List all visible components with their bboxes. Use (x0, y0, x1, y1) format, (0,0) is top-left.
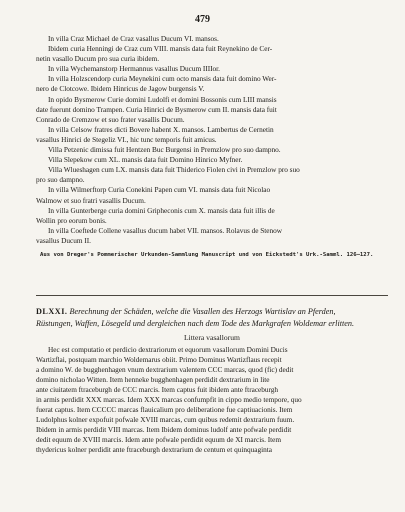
text-line: In villa Coeftede Collene vasallus ducum habet VII. mansos. Rolavus de Stenow (48, 225, 283, 235)
text-line: Villa Wlueshagen cum LX. mansis data fuit Thiderico Fiolen civi in Premzlow pro suo (48, 165, 300, 175)
charter-text (36, 345, 388, 455)
text-line: In villa Craz Michael de Craz vasallus Ducum VI. mansos. (48, 34, 219, 43)
text-line: Walmow et suo fratri vasallis Ducum. (36, 195, 146, 205)
text-line: Wartizflai, postquam marchio Woldemarus obiit. Primo Dominus Wartizflaus recepit (36, 355, 282, 364)
text-line: In villa Wychemanstorp Hermannus vasallus Ducum IIIIor. (48, 64, 220, 74)
text-line: Ibidem curia Henningi de Craz cum VIII. mansis data fuit Reynekino de Cer- (48, 44, 273, 54)
text-line: Ibidem in armis perdidit VIII marcas. Item Ibidem dominus ludolf ante pofwale perdidit (36, 425, 292, 434)
text-line: Conrado de Cremzow et suo frater vasallis Ducum. (36, 114, 185, 124)
page-number: 479 (195, 14, 210, 25)
text-line: domino nicholao Witten. Item henneke bugghenhagen perdidit dextrarium in lite (36, 375, 270, 384)
text-line: vasallus Hinrici de Stegeliz VI., hic tunc temporis fuit amicus. (36, 134, 217, 144)
text-line: ante ciuitatem ftraceburgh de CCC marcis. Item captus fuit ibidem ante ftraceburgh (36, 385, 279, 394)
text-line: fuerat captus. Item CCCCC marcas flauicalium pro deliberatione fue captiuacionis. Item (36, 405, 293, 414)
text-line: In villa Gunterberge curia domini Gripheconis cum X. mansis data fuit illis de (48, 205, 275, 215)
text-line: a domino W. de bugghenhagen vnum dextrarium valentem CCC marcas, quod (fic) dedit (36, 365, 294, 374)
charter-heading-line2: Rüstungen, Waffen, Lösegeld und dergleichen nach dem Tode des Markgrafen Woldemar erlitten. (36, 318, 355, 328)
text-line: in armis perdidit XXX marcas. Idem XXX marcas confumpfit in cippo medio tempore, quo (36, 395, 302, 404)
text-line: nero de Clotcowe. Ibidem Hinricus de Jagow burgensis V. (36, 84, 205, 94)
charter-heading-line1: Berechnung der Schäden, welche die Vasallen des Herzogs Wartislav an Pferden, (69, 307, 336, 316)
text-line: dedit equum de XVIII marcis. Idem ante pofwale perdidit equum de XI marcis. Item (36, 435, 281, 444)
text-line: In opido Bysmerow Curie domini Ludolfi et domini Bossonis cum LIII mansis (48, 94, 277, 104)
text-line: date fuerunt domino Trampen. Curia Hinrici de Bysmerow cum II. mansis data fuit (36, 104, 277, 114)
text-line: netin vasallo Ducum pro sua curia ibidem. (36, 54, 159, 64)
text-line: In villa Holzscendorp curia Meynekini cum octo mansis data fuit domino Wer- (48, 74, 277, 84)
text-line: In villa Celsow fratres dicti Bovere habent X. mansos. Lambertus de Cernetin (48, 124, 274, 134)
text-line: pro suo dampno. (36, 175, 85, 185)
text-line: Ludolphus kolner expofuit pofwale XVIII marcas, cum quibus redemit dextrarium fuum. (36, 415, 295, 424)
source-note: Aus von Dreger's Pommerischer Urkunden-Sammlung Manuscript und von Eickstedt's Urk.-Samml. 126—127. (40, 251, 374, 258)
text-line: Wollin pro eorum bonis. (36, 215, 107, 225)
section-divider (36, 295, 388, 296)
text-line: Hec est computatio et perdicio dextrariorum et equorum vasallorum Domini Ducis (48, 345, 288, 354)
text-line: vasallus Ducum II. (36, 235, 91, 245)
register-lines (36, 34, 388, 246)
text-line: Villa Petzenic dimissa fuit Hentzen Buc Burgensi in Premzlow pro suo dampno. (48, 145, 281, 155)
charter-section (36, 306, 388, 455)
text-line: thydericus kolner perdidit ante ftraceburgh dextrarium de centum et quinquaginta (36, 445, 272, 454)
text-line: Villa Slepekow cum XL. mansis data fuit Domino Hinrico Myfner. (48, 155, 243, 165)
register-section (36, 34, 388, 260)
letter-title: Littera vasallorum (184, 333, 240, 342)
charter-number: DLXXI. (36, 307, 68, 316)
charter-heading (36, 306, 388, 318)
text-line: In villa Wilmerftorp Curia Conekini Papen cum VI. mansis data fuit Nicolao (48, 185, 271, 195)
